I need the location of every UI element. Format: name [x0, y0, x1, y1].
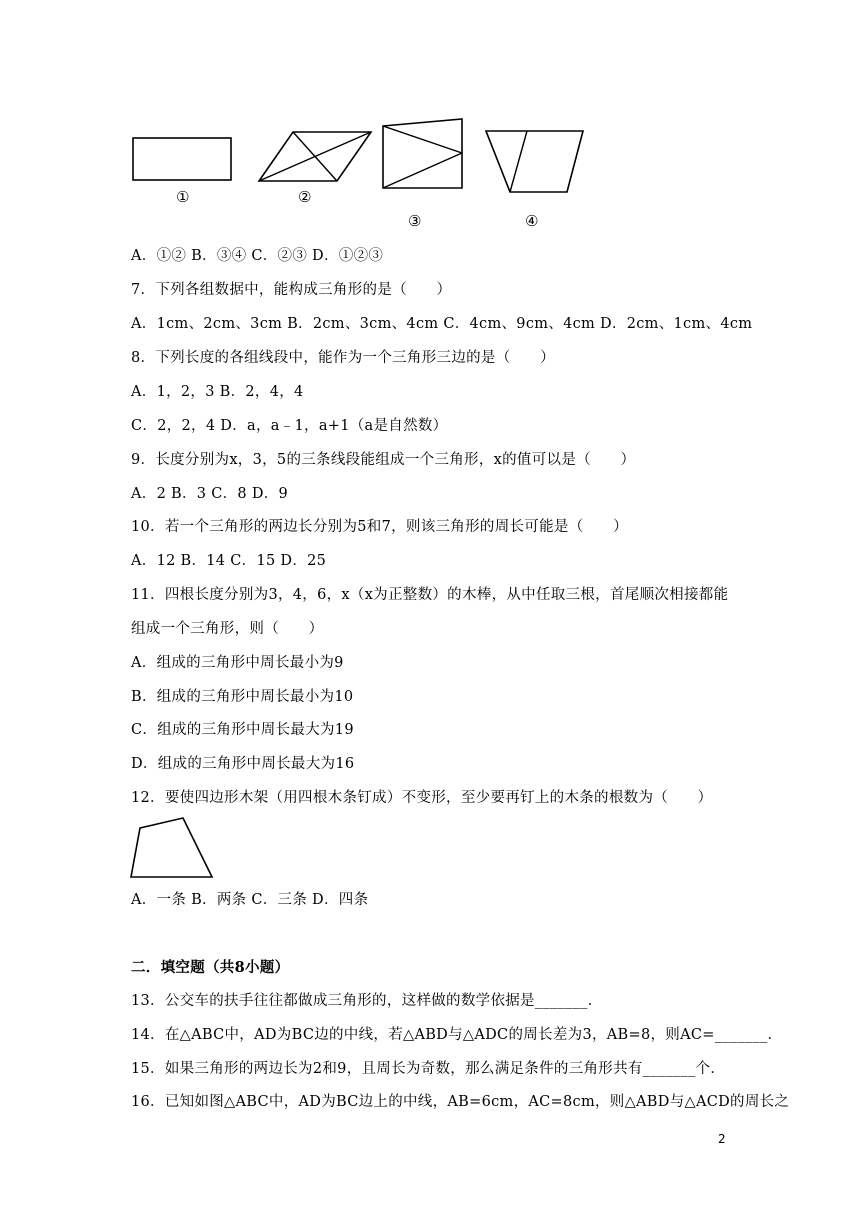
q9-stem: 9．长度分别为x，3，5的三条线段能组成一个三角形，x的值可以是（ ）	[131, 452, 636, 468]
q8-stem: 8．下列长度的各组线段中，能作为一个三角形三边的是（ ）	[131, 350, 555, 366]
q15: 15．如果三角形的两边长为2和9，且周长为奇数，那么满足条件的三角形共有_______个．	[131, 1061, 726, 1077]
q11-option-b: B．组成的三角形中周长最小为10	[131, 689, 354, 705]
figure-label-3: ③	[408, 212, 422, 230]
figure-trapezoid	[483, 128, 587, 196]
q10-options: A．12 B．14 C．15 D．25	[131, 553, 327, 569]
q13: 13．公交车的扶手往往都做成三角形的，这样做的数学依据是_______．	[131, 993, 603, 1009]
q10-stem: 10．若一个三角形的两边长分别为5和7，则该三角形的周长可能是（ ）	[131, 519, 628, 535]
q6-options: A．①② B．③④ C．②③ D．①②③	[131, 248, 384, 264]
figure-label-2: ②	[298, 188, 312, 206]
q11-stem-2: 组成一个三角形，则（ ）	[131, 621, 324, 637]
q11-option-c: C．组成的三角形中周长最大为19	[131, 722, 354, 738]
figure-quadrilateral-triangles	[380, 116, 466, 192]
q12-options: A．一条 B．两条 C．三条 D．四条	[131, 892, 369, 908]
section-heading: 二．填空题（共8小题）	[131, 959, 290, 976]
figure-label-4: ④	[525, 212, 539, 230]
q11-stem-1: 11．四根长度分别为3，4，6，x（x为正整数）的木棒，从中任取三根，首尾顺次相接都能	[131, 587, 729, 603]
q7-stem: 7．下列各组数据中，能构成三角形的是（ ）	[131, 282, 452, 298]
q12-stem: 12．要使四边形木架（用四根木条钉成）不变形，至少要再钉上的木条的根数为（ ）	[131, 790, 713, 806]
q8-options-1: A．1，2，3 B．2，4，4	[131, 384, 304, 400]
figure-parallelogram-diagonals	[255, 128, 375, 186]
figure-quadrilateral-frame	[128, 814, 216, 882]
page-number: 2	[718, 1132, 726, 1146]
q11-option-a: A．组成的三角形中周长最小为9	[131, 655, 344, 671]
figure-rectangle	[130, 134, 234, 184]
q8-options-2: C．2，2，4 D．a，a﹣1，a+1（a是自然数）	[131, 418, 448, 434]
figure-label-1: ①	[176, 188, 190, 206]
q11-option-d: D．组成的三角形中周长最大为16	[131, 756, 355, 772]
q7-options: A．1cm、2cm、3cm B．2cm、3cm、4cm C．4cm、9cm、4cm D．2cm、1cm、4cm	[131, 316, 753, 332]
q14: 14．在△ABC中，AD为BC边的中线，若△ABD与△ADC的周长差为3，AB=8，则AC=_______．	[131, 1027, 783, 1043]
q16: 16．已知如图△ABC中，AD为BC边上的中线，AB=6cm，AC=8cm，则△ABD与△ACD的周长之	[131, 1094, 790, 1110]
q9-options: A．2 B．3 C．8 D．9	[131, 486, 289, 502]
